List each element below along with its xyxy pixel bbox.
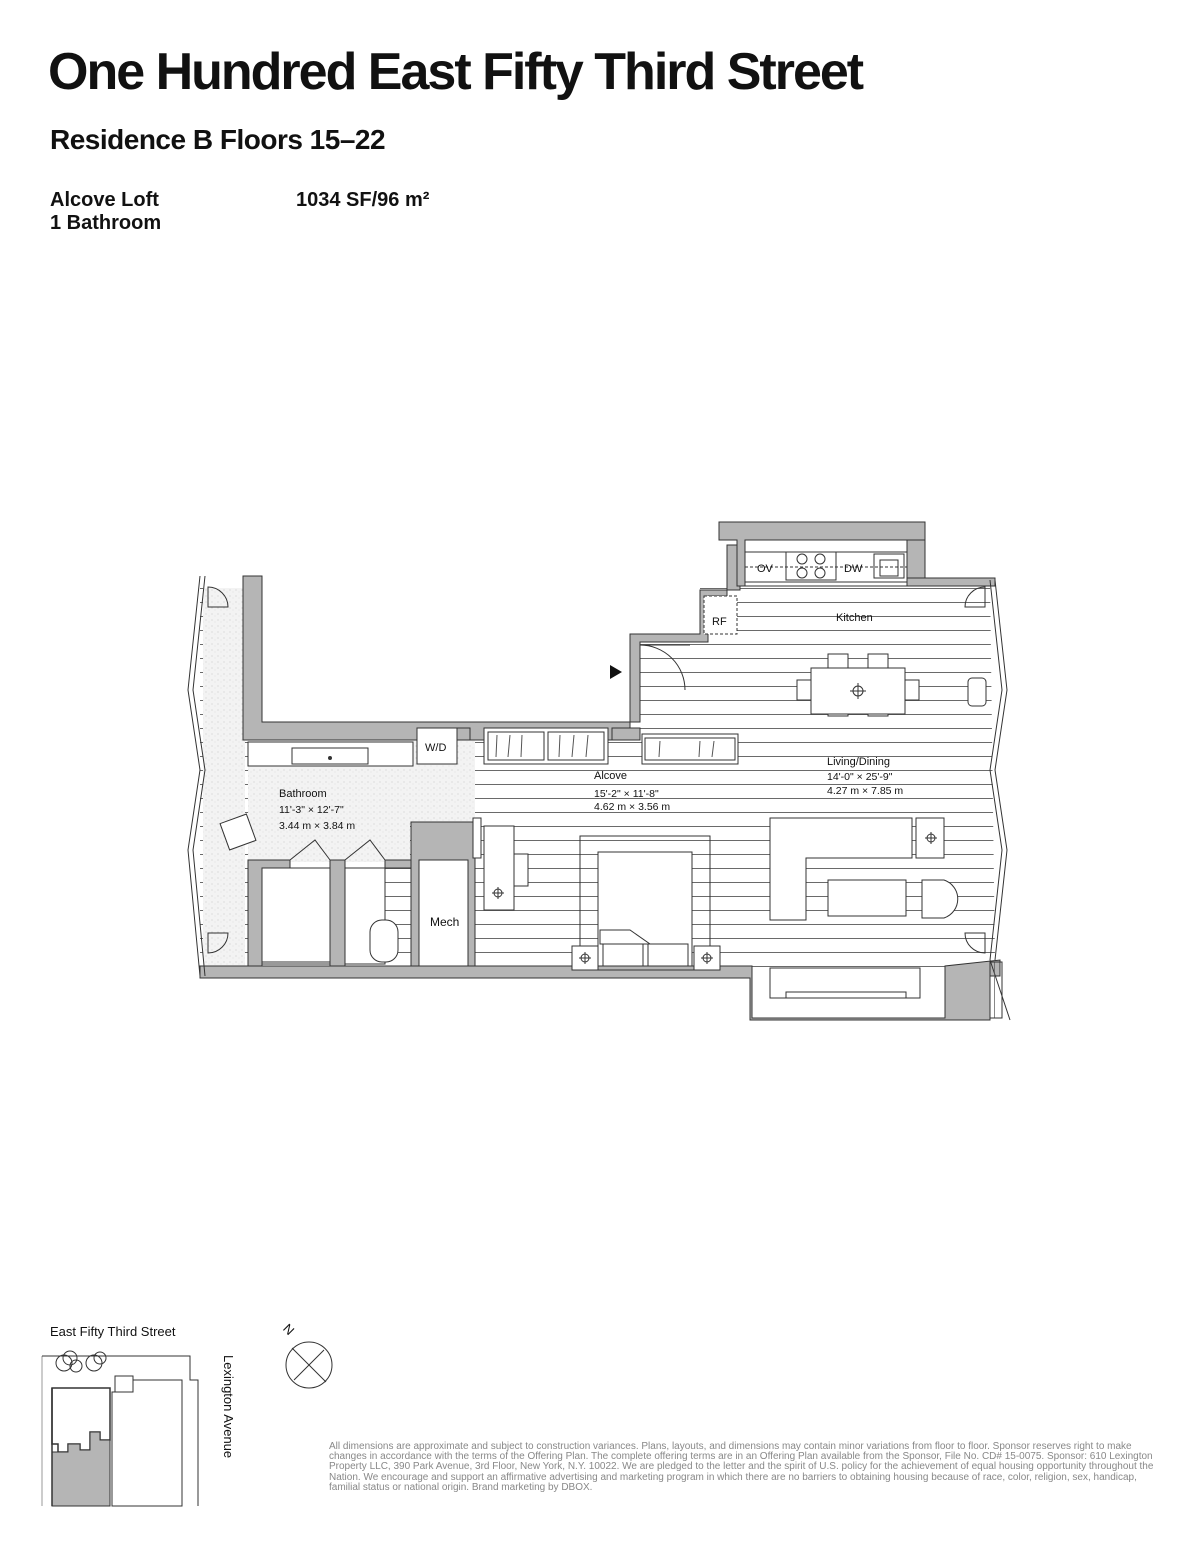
dishwasher-label: DW <box>844 563 863 575</box>
mech-room <box>419 860 468 966</box>
key-plan <box>42 1351 198 1506</box>
unit-area: 1034 SF/96 m² <box>296 189 430 211</box>
page-title: One Hundred East Fifty Third Street <box>48 43 863 101</box>
kitchen-label: Kitchen <box>836 612 873 624</box>
north-label: N <box>280 1320 298 1339</box>
entry-arrow-icon <box>610 665 622 679</box>
vanity <box>248 742 413 766</box>
bathroom-count: 1 Bathroom <box>50 212 162 234</box>
unit-type-line: Alcove Loft <box>50 189 159 211</box>
key-plan-avenue: Lexington Avenue <box>221 1355 236 1459</box>
bathroom-label: Bathroom <box>279 788 327 800</box>
alcove-dim-metric: 4.62 m × 3.56 m <box>594 801 671 813</box>
washer-dryer-label: W/D <box>425 742 447 754</box>
living-dim-metric: 4.27 m × 7.85 m <box>827 785 904 797</box>
legal-disclaimer: All dimensions are approximate and subject to construction variances. Plans, layouts, and dimensions may contain minor variations from floor to floor. Sponsor reserves right to make changes in accordance with the terms of the Offering Plan. The complete offering terms are in an Offering Plan available from the Sponsor, File No. CD# 15-0075. Sponsor: 610 Lexington Property LLC, 390 Park Avenue, 3rd Floor, New York, N.Y. 10022. We are pledged to the letter and the spirit of U.S. policy for the achievement of equal housing opportunity throughout the Nation. We encourage and support an affirmative advertising and marketing program in which there are no barriers to obtaining housing because of race, color, religion, sex, handicap, familial status or national origin. Brand marketing by DBOX. <box>329 1441 1154 1493</box>
bathroom-dim-imperial: 11'-3" × 12'-7" <box>279 804 344 816</box>
living-label: Living/Dining <box>827 756 890 768</box>
living-dim-imperial: 14'-0" × 25'-9" <box>827 771 893 783</box>
balcony-edge <box>990 962 1002 1018</box>
refrigerator-label: RF <box>712 616 727 628</box>
bathroom-dim-metric: 3.44 m × 3.84 m <box>279 820 356 832</box>
alcove-dim-imperial: 15'-2" × 11'-8" <box>594 788 659 800</box>
mech-label: Mech <box>430 915 460 929</box>
chair-right <box>968 678 986 706</box>
alcove-label: Alcove <box>594 770 628 782</box>
oven-label: OV <box>757 563 773 575</box>
window-bench <box>770 968 920 998</box>
key-plan-street: East Fifty Third Street <box>50 1324 176 1339</box>
north-arrow-icon <box>286 1342 332 1388</box>
window-sill-left <box>203 588 245 968</box>
refrigerator <box>704 596 737 634</box>
residence-subtitle: Residence B Floors 15–22 <box>50 124 386 155</box>
